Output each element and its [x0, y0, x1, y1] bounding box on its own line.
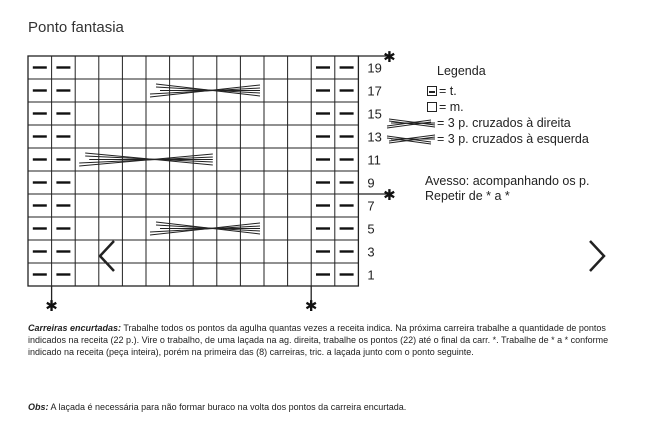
short-rows-label: Carreiras encurtadas:	[28, 323, 122, 333]
row-label: 9	[367, 175, 375, 191]
note-line-1: Avesso: acompanhando os p.	[425, 174, 590, 188]
row-label: 15	[367, 106, 382, 122]
chart-marks	[33, 48, 396, 315]
legend-label-t: = t.	[439, 84, 457, 98]
row-labels	[367, 61, 381, 283]
star-icon: ✱	[383, 186, 396, 204]
note	[425, 174, 589, 204]
star-icon: ✱	[383, 48, 396, 66]
cross-left-icon	[385, 133, 437, 145]
row-label: 5	[367, 221, 375, 237]
page-title: Ponto fantasia	[28, 19, 124, 36]
chevron-left-icon	[94, 238, 122, 274]
legend-heading: Legenda	[437, 64, 486, 78]
row-label: 19	[367, 60, 382, 76]
cross-right-icon	[385, 117, 437, 129]
chevron-right-icon	[582, 238, 610, 274]
knit-symbol-icon	[427, 102, 437, 112]
short-rows-text: Trabalhe todos os pontos da agulha quantas vezes a receita indica. Na próxima carreira trabalhe a quantidade de pontos indicados na receita (22 p.). Vire o trabalho, de uma laçada na ag. direita, trabalhe os pontos (22) até o final da carr. *. Trabalhe de * a * conforme indicado na receita (peça inteira), porém na primeira das (8) carreiras, tric. a laçada junto com o ponto seguinte.	[28, 323, 609, 357]
row-label: 7	[367, 198, 375, 214]
row-label: 17	[367, 83, 382, 99]
paragraph-obs	[28, 401, 628, 413]
row-label: 3	[367, 244, 375, 260]
note-line-2: Repetir de * a *	[425, 189, 510, 203]
star-icon: ✱	[304, 297, 318, 315]
row-label: 13	[367, 129, 382, 145]
obs-text: A laçada é necessária para não formar buraco na volta dos pontos da carreira encurtada.	[48, 402, 407, 412]
legend-label-cross-left: = 3 p. cruzados à esquerda	[437, 132, 589, 146]
row-label: 1	[367, 267, 375, 283]
prev-button[interactable]	[94, 238, 122, 274]
legend	[425, 64, 589, 147]
obs-label: Obs:	[28, 402, 49, 412]
next-button[interactable]	[582, 238, 610, 274]
legend-label-m: = m.	[439, 100, 464, 114]
paragraph-short-rows	[28, 322, 628, 358]
row-label: 11	[367, 152, 381, 168]
star-icon: ✱	[45, 297, 58, 315]
legend-item-m	[425, 99, 589, 115]
purl-symbol-icon	[427, 86, 437, 96]
legend-item-cross-left	[385, 131, 589, 147]
legend-item-t	[425, 83, 589, 99]
legend-item-cross-right	[385, 115, 589, 131]
legend-label-cross-right: = 3 p. cruzados à direita	[437, 116, 571, 130]
